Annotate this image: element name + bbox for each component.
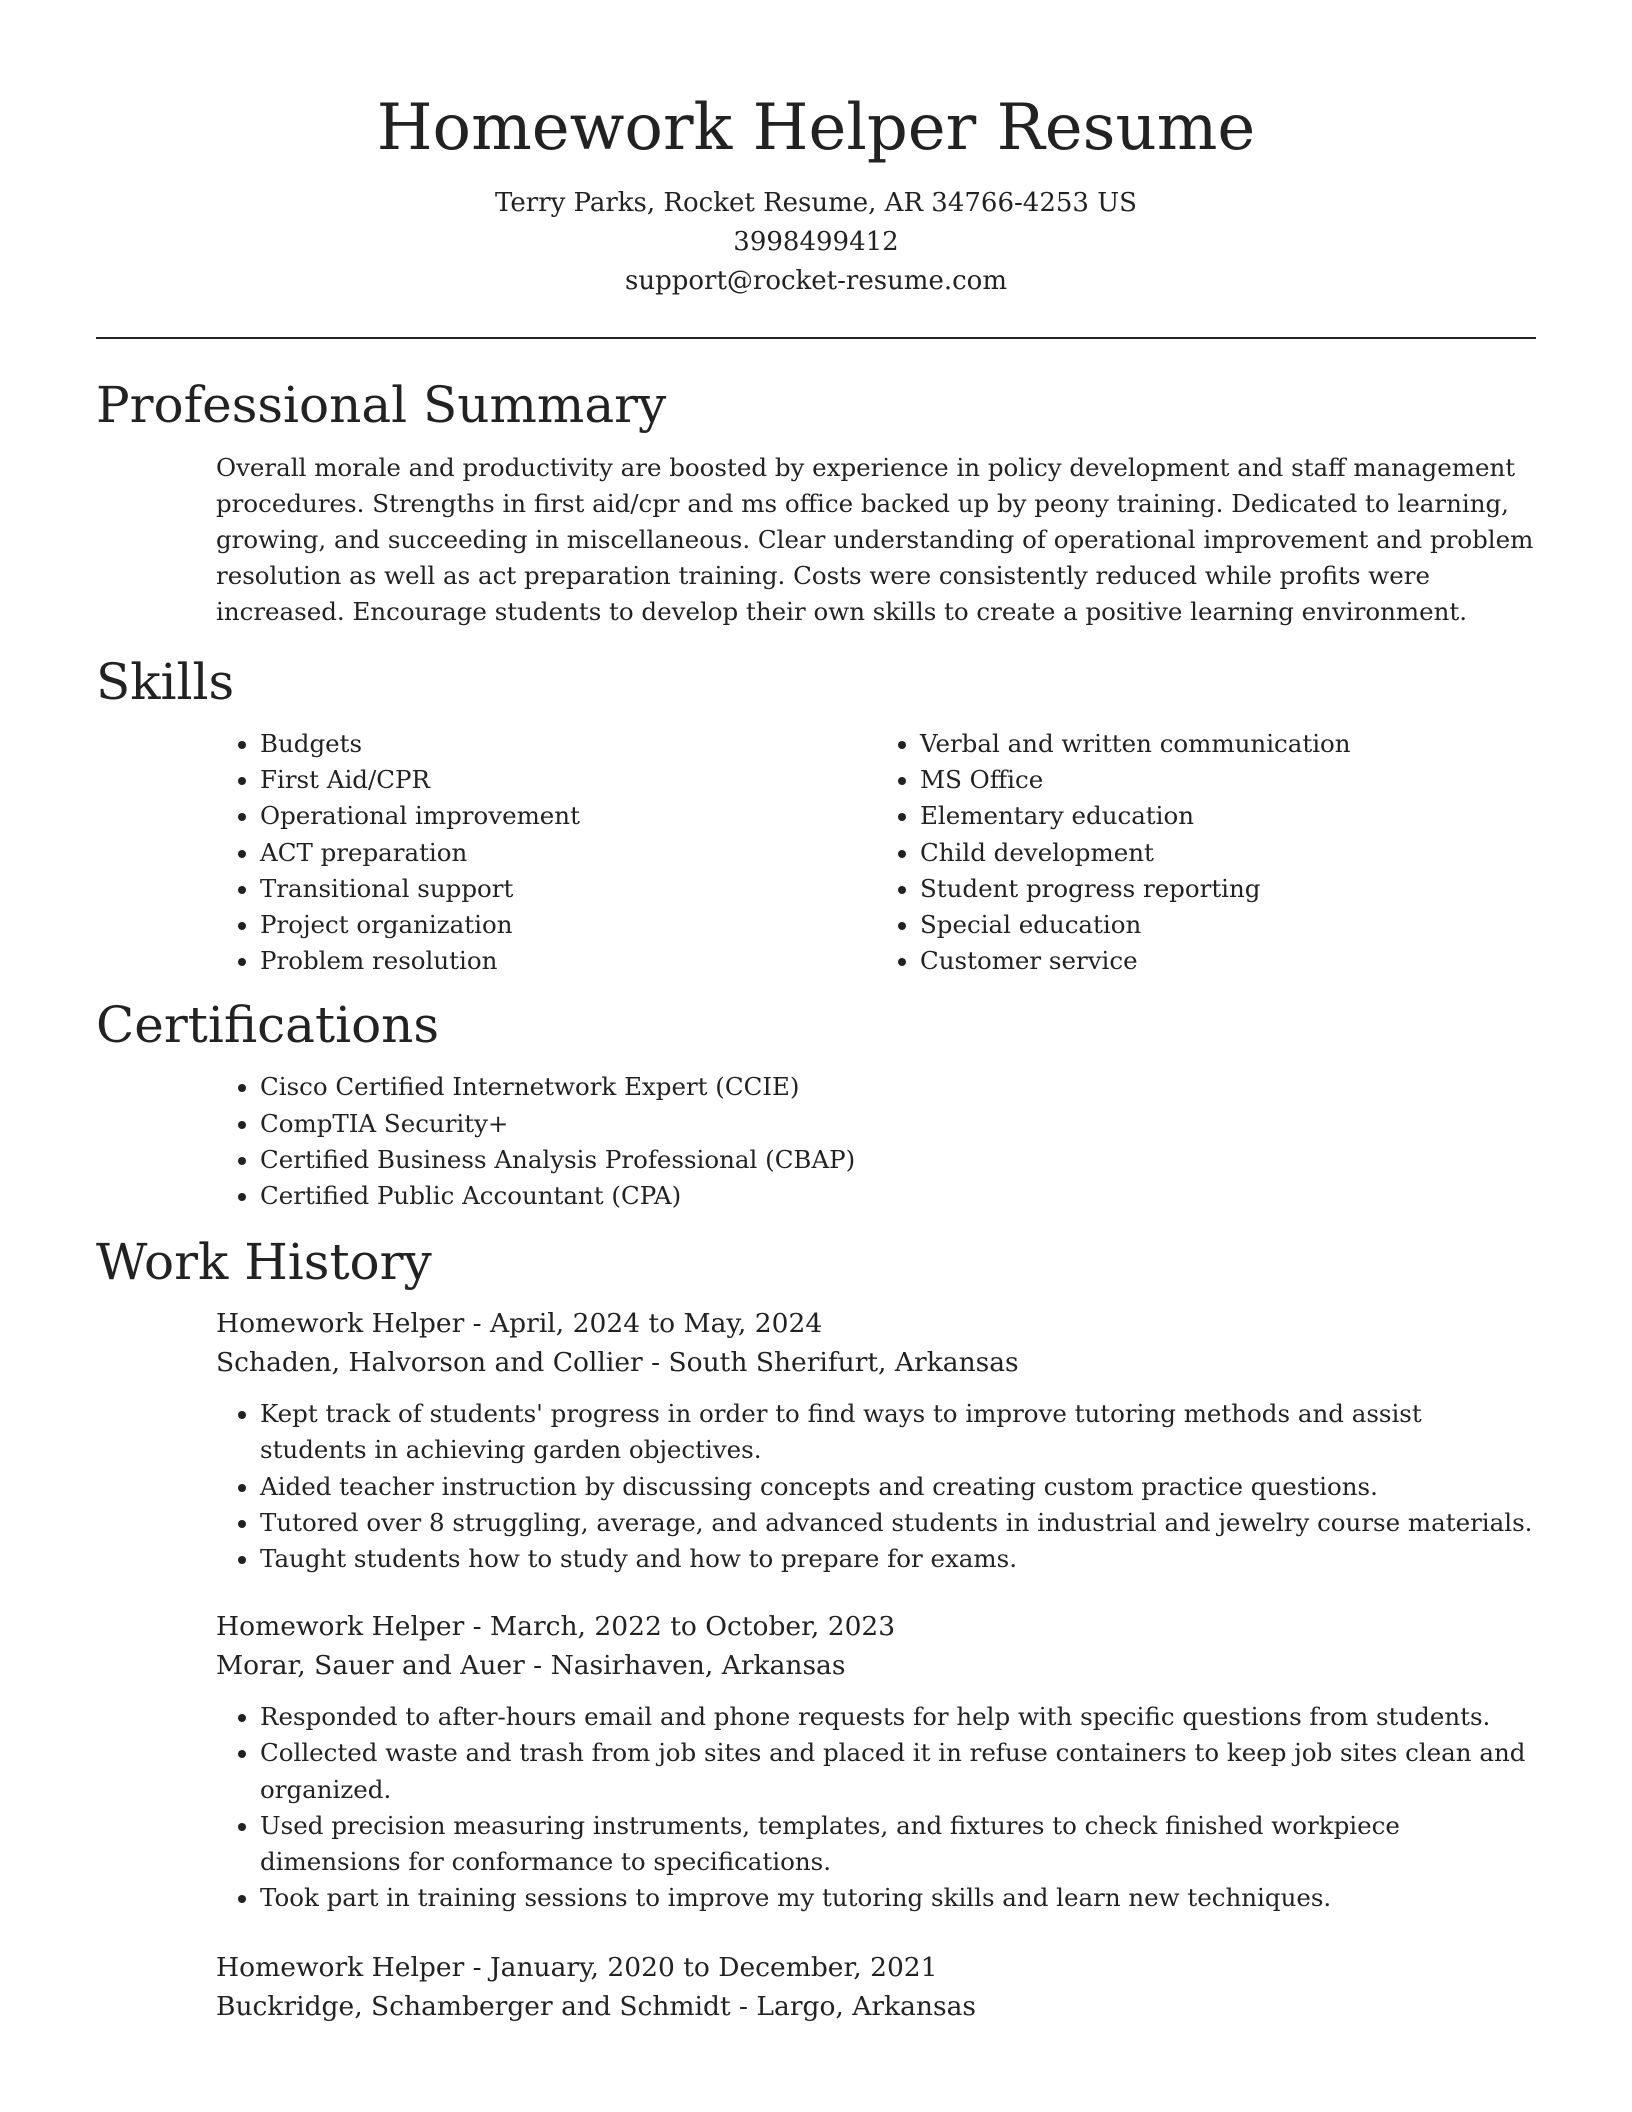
summary-section <box>96 373 1536 630</box>
certification-item: • Certified Business Analysis Professional (CBAP) <box>260 1142 1536 1178</box>
job-company: Buckridge, Schamberger and Schmidt - Largo, Arkansas <box>216 1991 976 2023</box>
job-title: Homework Helper - April, 2024 to May, 2024 <box>216 1308 823 1340</box>
certification-item: • Certified Public Accountant (CPA) <box>260 1178 1536 1214</box>
job-entry <box>216 1304 1536 1577</box>
job-bullet: • Tutored over 8 struggling, average, and advanced students in industrial and jewelry course materials. <box>260 1505 1536 1541</box>
skill-item: • Student progress reporting <box>920 871 1536 907</box>
skill-item: • Customer service <box>920 943 1536 979</box>
job-entry <box>216 1607 1536 1916</box>
work-history-section <box>96 1230 1536 2026</box>
certification-item: • Cisco Certified Internetwork Expert (CCIE) <box>260 1069 1536 1105</box>
contact-phone: 3998499412 <box>733 227 899 257</box>
header-divider <box>96 337 1536 339</box>
skill-item: • Budgets <box>260 726 876 762</box>
certifications-list <box>216 1069 1536 1214</box>
job-bullet: • Collected waste and trash from job sites and placed it in refuse containers to keep job sites clean and organized. <box>260 1735 1536 1807</box>
resume-title: Homework Helper Resume <box>376 91 1256 165</box>
certification-item: • CompTIA Security+ <box>260 1106 1536 1142</box>
summary-text: Overall morale and productivity are boosted by experience in policy development and staff management procedures. Strengths in first aid/cpr and ms office backed up by peony training. Dedicated to learning, growing, and succeeding in miscellaneous. Clear understanding of operational improvement and problem resolution as well as act preparation training. Costs were consistently reduced while profits were increased. Encourage students to develop their own skills to create a positive learning environment. <box>216 453 1534 626</box>
skill-item: • Problem resolution <box>260 943 876 979</box>
job-company: Schaden, Halvorson and Collier - South Sherifurt, Arkansas <box>216 1347 1019 1379</box>
job-bullets <box>216 1699 1536 1916</box>
skills-section <box>96 650 1536 979</box>
job-bullets <box>216 1396 1536 1577</box>
certifications-section <box>96 993 1536 1214</box>
skills-list-right <box>876 726 1536 979</box>
skill-item: • Project organization <box>260 907 876 943</box>
contact-address: Terry Parks, Rocket Resume, AR 34766-4253 US <box>495 188 1137 218</box>
skill-item: • Verbal and written communication <box>920 726 1536 762</box>
job-bullet: • Used precision measuring instruments, templates, and fixtures to check finished workpiece dimensions for conformance to specifications. <box>260 1808 1536 1880</box>
job-title: Homework Helper - January, 2020 to December, 2021 <box>216 1952 938 1984</box>
skill-item: • MS Office <box>920 762 1536 798</box>
resume-page <box>96 0 1536 2026</box>
skill-item: • Transitional support <box>260 871 876 907</box>
work-history-heading: Work History <box>96 1233 432 1292</box>
contact-info <box>96 184 1536 301</box>
skill-item: • Special education <box>920 907 1536 943</box>
skills-heading: Skills <box>96 653 235 711</box>
job-bullet: • Taught students how to study and how to prepare for exams. <box>260 1541 1536 1577</box>
summary-heading: Professional Summary <box>96 376 667 434</box>
skills-list-left <box>216 726 876 979</box>
job-bullet: • Kept track of students' progress in order to find ways to improve tutoring methods and assist students in achieving garden objectives. <box>260 1396 1536 1468</box>
job-bullet: • Aided teacher instruction by discussing concepts and creating custom practice questions. <box>260 1469 1536 1505</box>
certifications-heading: Certifications <box>96 996 440 1055</box>
contact-email: support@rocket-resume.com <box>624 266 1007 296</box>
skill-item: • Operational improvement <box>260 798 876 834</box>
job-bullet: • Responded to after-hours email and phone requests for help with specific questions from students. <box>260 1699 1536 1735</box>
job-bullet: • Took part in training sessions to improve my tutoring skills and learn new techniques. <box>260 1880 1536 1916</box>
skill-item: • Child development <box>920 835 1536 871</box>
resume-header <box>96 0 1536 301</box>
job-company: Morar, Sauer and Auer - Nasirhaven, Arkansas <box>216 1650 846 1682</box>
job-entry <box>216 1948 1536 2026</box>
skill-item: • ACT preparation <box>260 835 876 871</box>
job-title: Homework Helper - March, 2022 to October, 2023 <box>216 1611 896 1643</box>
skill-item: • First Aid/CPR <box>260 762 876 798</box>
skill-item: • Elementary education <box>920 798 1536 834</box>
